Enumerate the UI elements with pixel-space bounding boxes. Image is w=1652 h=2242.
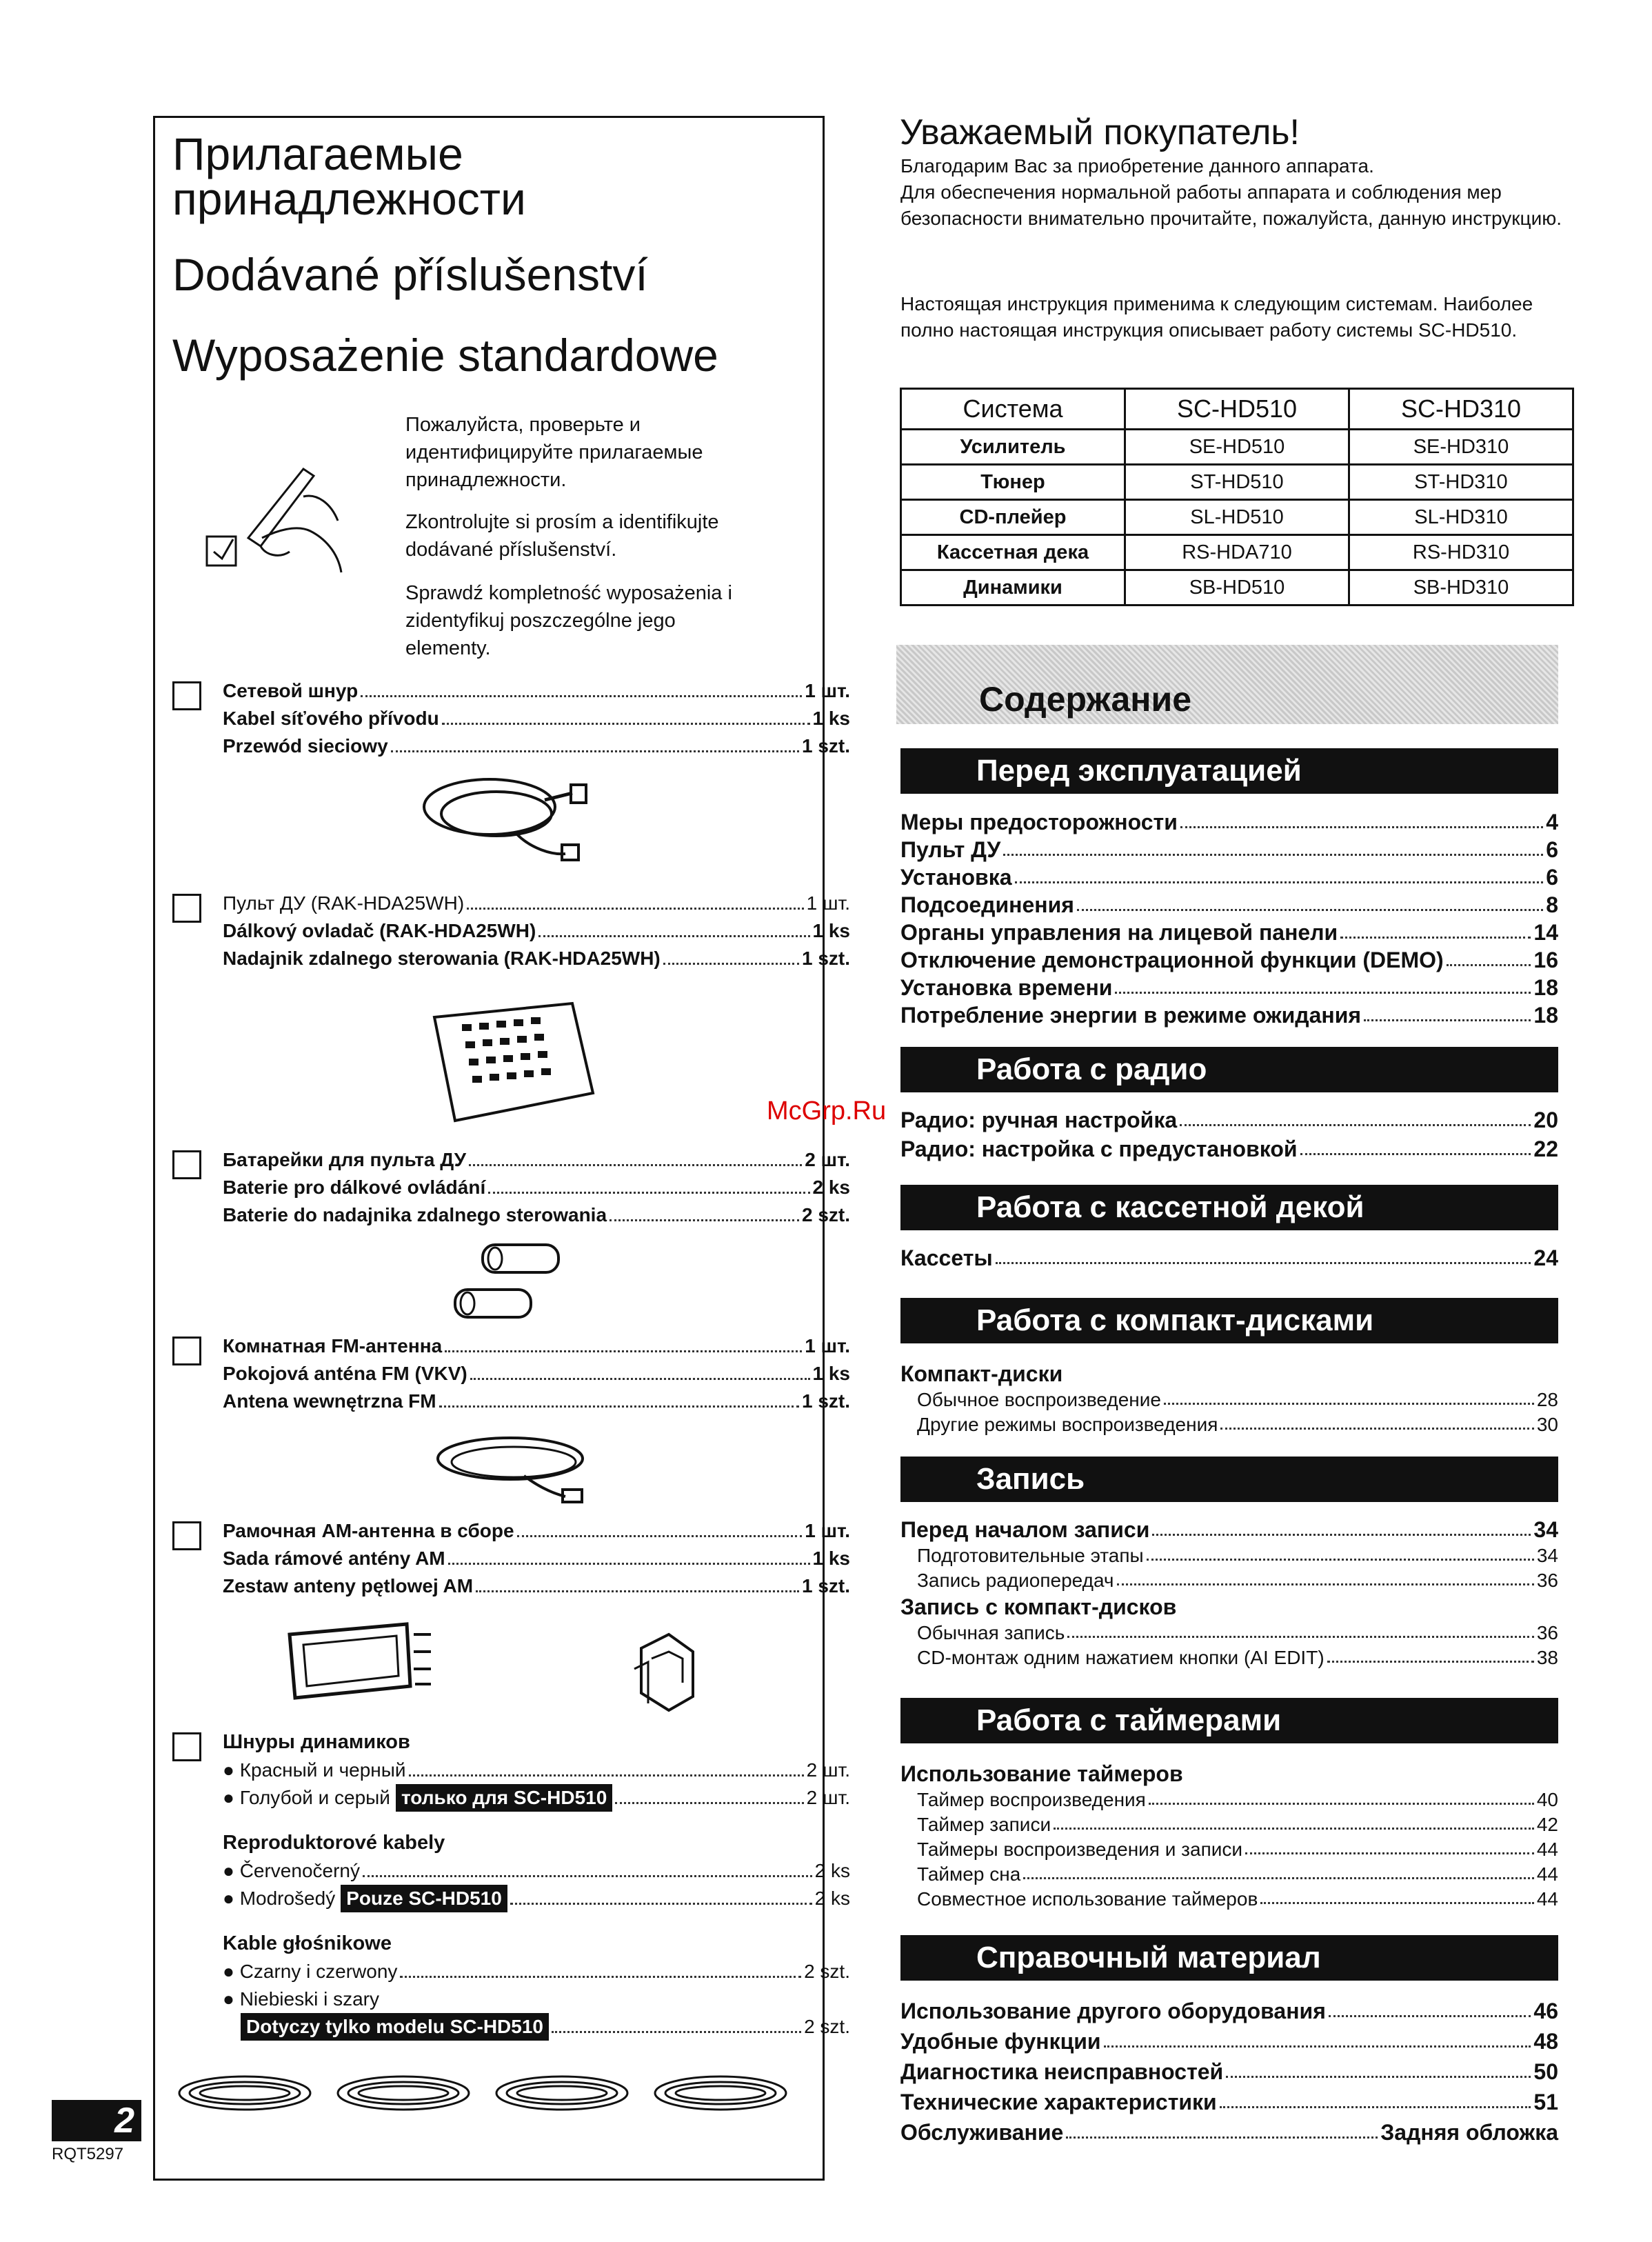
batteries-icon xyxy=(448,1241,572,1324)
greeting-thanks: Благодарим Вас за приобретение данного аппарата. xyxy=(900,155,1374,177)
checking-hand-illustration xyxy=(200,455,352,579)
contents-title: Содержание xyxy=(979,680,1192,719)
toc-heading[interactable]: Использование таймеров xyxy=(900,1761,1183,1786)
section-header: Справочный материал xyxy=(900,1935,1558,1981)
speaker-cables-icon xyxy=(169,2055,810,2131)
accessory-row: Пульт ДУ (RAK-HDA25WH) 1 шт. xyxy=(223,890,850,917)
speaker-cables-head-cz: Reproduktorové kabely xyxy=(223,1832,445,1854)
section-header: Работа с кассетной декой xyxy=(900,1185,1558,1230)
watermark-text: McGrp.Ru xyxy=(767,1097,887,1125)
accessory-row: Батарейки для пульта ДУ 2 шт. xyxy=(223,1146,850,1174)
item-am-antenna xyxy=(223,1517,850,1600)
toc-entry[interactable]: Использование другого оборудования 46 xyxy=(900,1999,1558,2023)
accessory-row: Przewód sieciowy 1 szt. xyxy=(223,732,850,760)
am-loop-antenna-icon xyxy=(283,1621,441,1703)
toc-entry[interactable]: Установка времени 18 xyxy=(900,975,1558,1000)
toc-subentry[interactable]: Другие режимы воспроизведения 30 xyxy=(917,1414,1558,1435)
contents-banner xyxy=(896,645,1558,724)
accessory-row: ● Modrošedý Pouze SC-HD510 2 ks xyxy=(223,1885,850,1912)
table-row: CD-плейер SL-HD510 SL-HD310 xyxy=(901,500,1573,535)
toc-entry[interactable]: Перед началом записи 34 xyxy=(900,1517,1558,1542)
accessory-row: Sada rámové antény AM 1 ks xyxy=(223,1545,850,1572)
item-power-cord xyxy=(223,677,850,760)
toc-subentry[interactable]: Совместное использование таймеров 44 xyxy=(917,1888,1558,1910)
speaker-cables-head-pl: Kable głośnikowe xyxy=(223,1932,392,1954)
remote-control-icon xyxy=(427,990,607,1134)
toc-subentry[interactable]: CD-монтаж одним нажатием кнопки (AI EDIT) 38 xyxy=(917,1647,1558,1668)
table-header-cell: Система xyxy=(901,389,1125,430)
system-components-table xyxy=(900,388,1574,606)
accessory-row: ● Голубой и серый только для SC-HD510 2 шт. xyxy=(223,1784,850,1812)
accessory-row: Kabel síťového přívodu 1 ks xyxy=(223,705,850,732)
accessory-row: Baterie pro dálkové ovládání 2 ks xyxy=(223,1174,850,1201)
power-cord-icon xyxy=(414,765,593,869)
accessory-row: Baterie do nadajnika zdalnego sterowania 2 szt. xyxy=(223,1201,850,1229)
toc-entry[interactable]: Технические характеристики 51 xyxy=(900,2090,1558,2114)
toc-entry[interactable]: Меры предосторожности 4 xyxy=(900,810,1558,834)
table-header-cell: SC-HD310 xyxy=(1349,389,1573,430)
section-header: Перед эксплуатацией xyxy=(900,748,1558,794)
toc-subentry[interactable]: Таймер записи 42 xyxy=(917,1814,1558,1835)
table-row: Усилитель SE-HD510 SE-HD310 xyxy=(901,430,1573,465)
toc-entry[interactable]: Радио: ручная настройка 20 xyxy=(900,1108,1558,1132)
toc-heading[interactable]: Компакт-диски xyxy=(900,1361,1063,1386)
accessory-row: Dálkový ovladač (RAK-HDA25WH) 1 ks xyxy=(223,917,850,945)
title-ru-line2: принадлежности xyxy=(172,173,526,224)
toc-entry[interactable]: Обслуживание Задняя обложка xyxy=(900,2120,1558,2145)
toc-entry[interactable]: Радио: настройка с предустановкой 22 xyxy=(900,1137,1558,1161)
toc-subentry[interactable]: Таймеры воспроизведения и записи 44 xyxy=(917,1839,1558,1860)
title-cz: Dodávané příslušenství xyxy=(172,249,648,300)
item-speaker-cables xyxy=(223,1728,850,2041)
greeting-title: Уважаемый покупатель! xyxy=(900,112,1300,152)
antenna-stand-icon xyxy=(627,1628,703,1717)
accessory-row: Рамочная AM-антенна в сборе 1 шт. xyxy=(223,1517,850,1545)
checkbox-remote[interactable] xyxy=(172,894,201,923)
toc-subentry[interactable]: Обычная запись 36 xyxy=(917,1622,1558,1643)
toc-entry[interactable]: Органы управления на лицевой панели 14 xyxy=(900,920,1558,945)
table-header-row xyxy=(901,389,1573,430)
section-header: Работа с таймерами xyxy=(900,1698,1558,1743)
toc-subentry[interactable]: Обычное воспроизведение 28 xyxy=(917,1389,1558,1410)
document-code: RQT5297 xyxy=(52,2145,124,2163)
item-remote xyxy=(223,890,850,972)
table-row: Кассетная дека RS-HDA710 RS-HD310 xyxy=(901,535,1573,570)
toc-subentry[interactable]: Запись радиопередач 36 xyxy=(917,1570,1558,1591)
title-ru-line1: Прилагаемые xyxy=(172,128,463,179)
greeting-instructions: Для обеспечения нормальной работы аппарата и соблюдения мер безопасности внимательно прочитайте, пожалуйста, данную инструкцию. xyxy=(900,181,1562,229)
intro-pl: Sprawdź kompletność wyposażenia i zidentyfikuj poszczególne jego elementy. xyxy=(405,582,732,659)
toc-entry[interactable]: Отключение демонстрационной функции (DEMO) 16 xyxy=(900,948,1558,972)
accessory-row: Комнатная FM-антенна 1 шт. xyxy=(223,1332,850,1360)
section-header: Работа с радио xyxy=(900,1047,1558,1092)
checkbox-power-cord[interactable] xyxy=(172,681,201,710)
toc-subentry[interactable]: Таймер сна 44 xyxy=(917,1863,1558,1885)
toc-heading[interactable]: Запись с компакт-дисков xyxy=(900,1594,1177,1619)
accessory-row: ● Červenočerný 2 ks xyxy=(223,1857,850,1885)
applicability-note: Настоящая инструкция применима к следующим системам. Наиболее полно настоящая инструкция описывает работу системы SC-HD510. xyxy=(900,293,1533,341)
model-badge: Dotyczy tylko modelu SC-HD510 xyxy=(241,2013,549,2041)
checkbox-fm-antenna[interactable] xyxy=(172,1337,201,1365)
accessory-row: Pokojová anténa FM (VKV) 1 ks xyxy=(223,1360,850,1388)
toc-subentry[interactable]: Подготовительные этапы 34 xyxy=(917,1545,1558,1566)
title-pl: Wyposażenie standardowe xyxy=(172,330,718,381)
accessory-row: Сетевой шнур 1 шт. xyxy=(223,677,850,705)
toc-entry[interactable]: Диагностика неисправностей 50 xyxy=(900,2059,1558,2084)
table-row: Тюнер ST-HD510 ST-HD310 xyxy=(901,465,1573,500)
toc-entry[interactable]: Кассеты 24 xyxy=(900,1245,1558,1270)
toc-entry[interactable]: Установка 6 xyxy=(900,865,1558,890)
toc-entry[interactable]: Потребление энергии в режиме ожидания 18 xyxy=(900,1003,1558,1028)
checkbox-speaker-cables[interactable] xyxy=(172,1732,201,1761)
accessory-row: Dotyczy tylko modelu SC-HD510 2 szt. xyxy=(223,2013,850,2041)
item-batteries xyxy=(223,1146,850,1229)
fm-antenna-icon xyxy=(427,1421,607,1510)
section-header: Работа с компакт-дисками xyxy=(900,1298,1558,1343)
accessory-row: ● Niebieski i szary xyxy=(223,1988,379,2010)
accessory-row: Nadajnik zdalnego sterowania (RAK-HDA25WH) 1 szt. xyxy=(223,945,850,972)
section-header: Запись xyxy=(900,1457,1558,1502)
intro-ru: Пожалуйста, проверьте и идентифицируйте прилагаемые принадлежности. xyxy=(405,414,703,491)
page-number: 2 xyxy=(52,2100,141,2141)
model-badge: Pouze SC-HD510 xyxy=(341,1885,507,1912)
accessory-row: ● Красный и черный 2 шт. xyxy=(223,1756,850,1784)
toc-entry[interactable]: Удобные функции 48 xyxy=(900,2029,1558,2054)
accessory-row: ● Czarny i czerwony 2 szt. xyxy=(223,1958,850,1985)
toc-subentry[interactable]: Таймер воспроизведения 40 xyxy=(917,1789,1558,1810)
model-badge: только для SC-HD510 xyxy=(396,1784,612,1812)
accessory-row: Antena wewnętrzna FM 1 szt. xyxy=(223,1388,850,1415)
toc-entry[interactable]: Пульт ДУ 6 xyxy=(900,837,1558,862)
checkbox-am-antenna[interactable] xyxy=(172,1521,201,1550)
table-header-cell: SC-HD510 xyxy=(1125,389,1349,430)
table-row: Динамики SB-HD510 SB-HD310 xyxy=(901,570,1573,605)
toc-entry[interactable]: Подсоединения 8 xyxy=(900,892,1558,917)
intro-cz: Zkontrolujte si prosím a identifikujte dodávané příslušenství. xyxy=(405,511,719,561)
item-fm-antenna xyxy=(223,1332,850,1415)
accessory-row: Zestaw anteny pętlowej AM 1 szt. xyxy=(223,1572,850,1600)
checkbox-batteries[interactable] xyxy=(172,1150,201,1179)
speaker-cables-head-ru: Шнуры динамиков xyxy=(223,1731,410,1753)
